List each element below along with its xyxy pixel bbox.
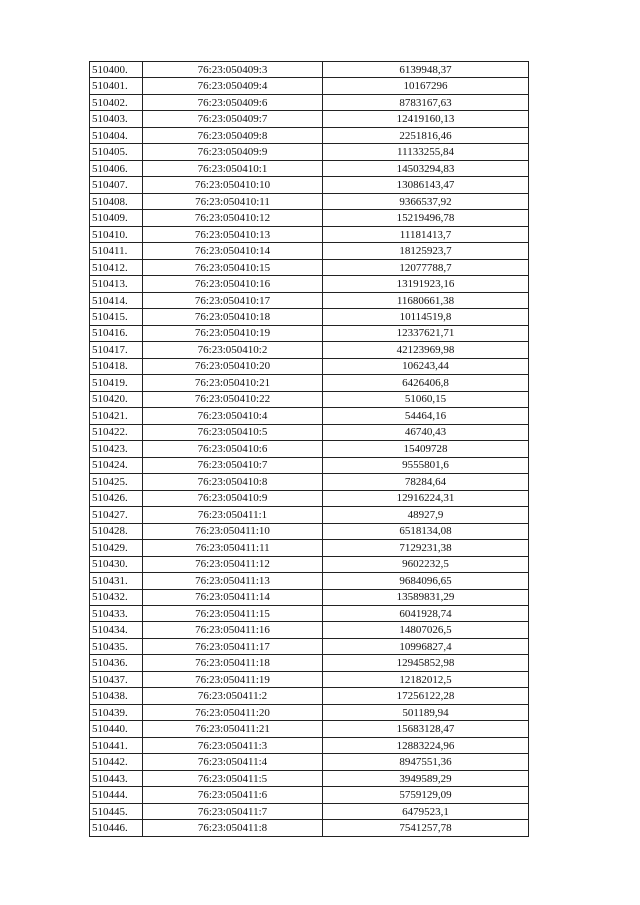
cadastral-value-cell: 8947551,36: [323, 754, 529, 770]
cadastral-value-cell: 8783167,63: [323, 94, 529, 110]
cadastral-value-cell: 6518134,08: [323, 523, 529, 539]
row-number-cell: 510445.: [90, 803, 143, 819]
table-row: [90, 325, 529, 341]
table-row: [90, 276, 529, 292]
table-row: [90, 144, 529, 160]
cadastral-value-cell: 13086143,47: [323, 177, 529, 193]
cadastral-value-cell: 15219496,78: [323, 210, 529, 226]
table-row: [90, 309, 529, 325]
row-number-cell: 510415.: [90, 309, 143, 325]
row-number-cell: 510410.: [90, 226, 143, 242]
row-number-cell: 510436.: [90, 655, 143, 671]
cadastral-number-cell: 76:23:050411:4: [143, 754, 323, 770]
cadastral-number-cell: 76:23:050410:7: [143, 457, 323, 473]
cadastral-number-cell: 76:23:050411:14: [143, 589, 323, 605]
cadastral-number-cell: 76:23:050410:14: [143, 243, 323, 259]
row-number-cell: 510425.: [90, 474, 143, 490]
table-row: [90, 457, 529, 473]
cadastral-number-cell: 76:23:050410:9: [143, 490, 323, 506]
cadastral-number-cell: 76:23:050410:18: [143, 309, 323, 325]
row-number-cell: 510423.: [90, 441, 143, 457]
row-number-cell: 510438.: [90, 688, 143, 704]
cadastral-number-cell: 76:23:050409:4: [143, 78, 323, 94]
table-row: [90, 770, 529, 786]
cadastral-number-cell: 76:23:050411:20: [143, 704, 323, 720]
cadastral-value-cell: 7541257,78: [323, 820, 529, 836]
table-row: [90, 408, 529, 424]
table-row: [90, 358, 529, 374]
cadastral-value-cell: 12077788,7: [323, 259, 529, 275]
cadastral-number-cell: 76:23:050410:4: [143, 408, 323, 424]
cadastral-number-cell: 76:23:050410:17: [143, 292, 323, 308]
cadastral-value-cell: 6041928,74: [323, 605, 529, 621]
table-row: [90, 226, 529, 242]
cadastral-value-cell: 10114519,8: [323, 309, 529, 325]
cadastral-value-cell: 13191923,16: [323, 276, 529, 292]
cadastral-number-cell: 76:23:050411:17: [143, 638, 323, 654]
cadastral-number-cell: 76:23:050410:16: [143, 276, 323, 292]
cadastral-number-cell: 76:23:050410:5: [143, 424, 323, 440]
cadastral-number-cell: 76:23:050410:2: [143, 342, 323, 358]
row-number-cell: 510419.: [90, 375, 143, 391]
row-number-cell: 510426.: [90, 490, 143, 506]
table-row: [90, 193, 529, 209]
row-number-cell: 510404.: [90, 127, 143, 143]
table-row: [90, 424, 529, 440]
cadastral-value-cell: 5759129,09: [323, 787, 529, 803]
cadastral-number-cell: 76:23:050411:2: [143, 688, 323, 704]
cadastral-number-cell: 76:23:050410:19: [143, 325, 323, 341]
table-row: [90, 490, 529, 506]
cadastral-number-cell: 76:23:050410:20: [143, 358, 323, 374]
row-number-cell: 510428.: [90, 523, 143, 539]
cadastral-number-cell: 76:23:050409:9: [143, 144, 323, 160]
row-number-cell: 510407.: [90, 177, 143, 193]
table-row: [90, 292, 529, 308]
table-row: [90, 540, 529, 556]
cadastral-value-cell: 15683128,47: [323, 721, 529, 737]
cadastral-number-cell: 76:23:050410:1: [143, 160, 323, 176]
row-number-cell: 510405.: [90, 144, 143, 160]
cadastral-value-cell: 9555801,6: [323, 457, 529, 473]
cadastral-number-cell: 76:23:050411:12: [143, 556, 323, 572]
cadastral-value-cell: 10996827,4: [323, 638, 529, 654]
cadastral-value-cell: 46740,43: [323, 424, 529, 440]
cadastral-value-cell: 10167296: [323, 78, 529, 94]
cadastral-value-cell: 9602232,5: [323, 556, 529, 572]
cadastral-value-cell: 2251816,46: [323, 127, 529, 143]
table-row: [90, 62, 529, 78]
table-row: [90, 441, 529, 457]
cadastral-value-cell: 12337621,71: [323, 325, 529, 341]
table-row: [90, 655, 529, 671]
row-number-cell: 510412.: [90, 259, 143, 275]
cadastral-value-cell: 48927,9: [323, 507, 529, 523]
cadastral-value-cell: 54464,16: [323, 408, 529, 424]
table-row: [90, 787, 529, 803]
table-row: [90, 704, 529, 720]
row-number-cell: 510417.: [90, 342, 143, 358]
cadastral-number-cell: 76:23:050411:18: [143, 655, 323, 671]
cadastral-number-cell: 76:23:050409:8: [143, 127, 323, 143]
cadastral-value-cell: 501189,94: [323, 704, 529, 720]
row-number-cell: 510427.: [90, 507, 143, 523]
cadastral-value-cell: 12419160,13: [323, 111, 529, 127]
row-number-cell: 510434.: [90, 622, 143, 638]
row-number-cell: 510409.: [90, 210, 143, 226]
cadastral-value-cell: 42123969,98: [323, 342, 529, 358]
cadastral-number-cell: 76:23:050409:6: [143, 94, 323, 110]
cadastral-value-cell: 18125923,7: [323, 243, 529, 259]
table-row: [90, 638, 529, 654]
cadastral-number-cell: 76:23:050411:15: [143, 605, 323, 621]
row-number-cell: 510402.: [90, 94, 143, 110]
row-number-cell: 510406.: [90, 160, 143, 176]
table-row: [90, 820, 529, 836]
cadastral-value-cell: 15409728: [323, 441, 529, 457]
row-number-cell: 510431.: [90, 573, 143, 589]
cadastral-value-cell: 13589831,29: [323, 589, 529, 605]
row-number-cell: 510437.: [90, 671, 143, 687]
document-page: [89, 61, 529, 837]
table-row: [90, 754, 529, 770]
row-number-cell: 510446.: [90, 820, 143, 836]
table-row: [90, 556, 529, 572]
cadastral-number-cell: 76:23:050410:6: [143, 441, 323, 457]
cadastral-value-cell: 9684096,65: [323, 573, 529, 589]
cadastral-value-table: [89, 61, 529, 837]
row-number-cell: 510400.: [90, 62, 143, 78]
cadastral-number-cell: 76:23:050411:11: [143, 540, 323, 556]
cadastral-number-cell: 76:23:050411:8: [143, 820, 323, 836]
row-number-cell: 510432.: [90, 589, 143, 605]
table-row: [90, 94, 529, 110]
cadastral-value-cell: 11133255,84: [323, 144, 529, 160]
row-number-cell: 510424.: [90, 457, 143, 473]
row-number-cell: 510441.: [90, 737, 143, 753]
cadastral-value-cell: 3949589,29: [323, 770, 529, 786]
cadastral-value-cell: 51060,15: [323, 391, 529, 407]
cadastral-value-cell: 12945852,98: [323, 655, 529, 671]
table-row: [90, 573, 529, 589]
row-number-cell: 510416.: [90, 325, 143, 341]
table-row: [90, 507, 529, 523]
row-number-cell: 510435.: [90, 638, 143, 654]
cadastral-number-cell: 76:23:050410:21: [143, 375, 323, 391]
cadastral-number-cell: 76:23:050411:13: [143, 573, 323, 589]
row-number-cell: 510430.: [90, 556, 143, 572]
cadastral-number-cell: 76:23:050411:3: [143, 737, 323, 753]
cadastral-value-cell: 6426406,8: [323, 375, 529, 391]
cadastral-value-cell: 7129231,38: [323, 540, 529, 556]
row-number-cell: 510411.: [90, 243, 143, 259]
cadastral-value-cell: 106243,44: [323, 358, 529, 374]
cadastral-number-cell: 76:23:050410:15: [143, 259, 323, 275]
cadastral-value-cell: 11181413,7: [323, 226, 529, 242]
cadastral-number-cell: 76:23:050410:8: [143, 474, 323, 490]
row-number-cell: 510444.: [90, 787, 143, 803]
cadastral-value-cell: 12182012,5: [323, 671, 529, 687]
table-row: [90, 605, 529, 621]
table-row: [90, 259, 529, 275]
row-number-cell: 510422.: [90, 424, 143, 440]
table-row: [90, 78, 529, 94]
table-row: [90, 589, 529, 605]
cadastral-value-cell: 11680661,38: [323, 292, 529, 308]
table-body: [90, 62, 529, 837]
table-row: [90, 243, 529, 259]
cadastral-value-cell: 14503294,83: [323, 160, 529, 176]
cadastral-value-cell: 12883224,96: [323, 737, 529, 753]
cadastral-number-cell: 76:23:050411:6: [143, 787, 323, 803]
cadastral-number-cell: 76:23:050410:12: [143, 210, 323, 226]
cadastral-number-cell: 76:23:050411:21: [143, 721, 323, 737]
cadastral-number-cell: 76:23:050411:1: [143, 507, 323, 523]
row-number-cell: 510414.: [90, 292, 143, 308]
cadastral-number-cell: 76:23:050411:10: [143, 523, 323, 539]
table-row: [90, 671, 529, 687]
table-row: [90, 127, 529, 143]
row-number-cell: 510429.: [90, 540, 143, 556]
cadastral-value-cell: 12916224,31: [323, 490, 529, 506]
cadastral-number-cell: 76:23:050411:7: [143, 803, 323, 819]
table-row: [90, 803, 529, 819]
row-number-cell: 510420.: [90, 391, 143, 407]
row-number-cell: 510442.: [90, 754, 143, 770]
cadastral-value-cell: 14807026,5: [323, 622, 529, 638]
cadastral-number-cell: 76:23:050409:7: [143, 111, 323, 127]
cadastral-number-cell: 76:23:050411:19: [143, 671, 323, 687]
table-row: [90, 160, 529, 176]
row-number-cell: 510440.: [90, 721, 143, 737]
table-row: [90, 622, 529, 638]
cadastral-number-cell: 76:23:050411:16: [143, 622, 323, 638]
cadastral-number-cell: 76:23:050410:13: [143, 226, 323, 242]
table-row: [90, 474, 529, 490]
cadastral-number-cell: 76:23:050409:3: [143, 62, 323, 78]
row-number-cell: 510408.: [90, 193, 143, 209]
row-number-cell: 510413.: [90, 276, 143, 292]
cadastral-value-cell: 6479523,1: [323, 803, 529, 819]
table-row: [90, 721, 529, 737]
row-number-cell: 510421.: [90, 408, 143, 424]
cadastral-value-cell: 9366537,92: [323, 193, 529, 209]
row-number-cell: 510443.: [90, 770, 143, 786]
row-number-cell: 510439.: [90, 704, 143, 720]
row-number-cell: 510433.: [90, 605, 143, 621]
cadastral-number-cell: 76:23:050411:5: [143, 770, 323, 786]
table-row: [90, 688, 529, 704]
table-row: [90, 375, 529, 391]
table-row: [90, 177, 529, 193]
row-number-cell: 510401.: [90, 78, 143, 94]
cadastral-value-cell: 78284,64: [323, 474, 529, 490]
cadastral-value-cell: 6139948,37: [323, 62, 529, 78]
table-row: [90, 342, 529, 358]
cadastral-value-cell: 17256122,28: [323, 688, 529, 704]
cadastral-number-cell: 76:23:050410:22: [143, 391, 323, 407]
cadastral-number-cell: 76:23:050410:11: [143, 193, 323, 209]
table-row: [90, 210, 529, 226]
cadastral-number-cell: 76:23:050410:10: [143, 177, 323, 193]
table-row: [90, 111, 529, 127]
table-row: [90, 523, 529, 539]
row-number-cell: 510403.: [90, 111, 143, 127]
table-row: [90, 391, 529, 407]
table-row: [90, 737, 529, 753]
row-number-cell: 510418.: [90, 358, 143, 374]
